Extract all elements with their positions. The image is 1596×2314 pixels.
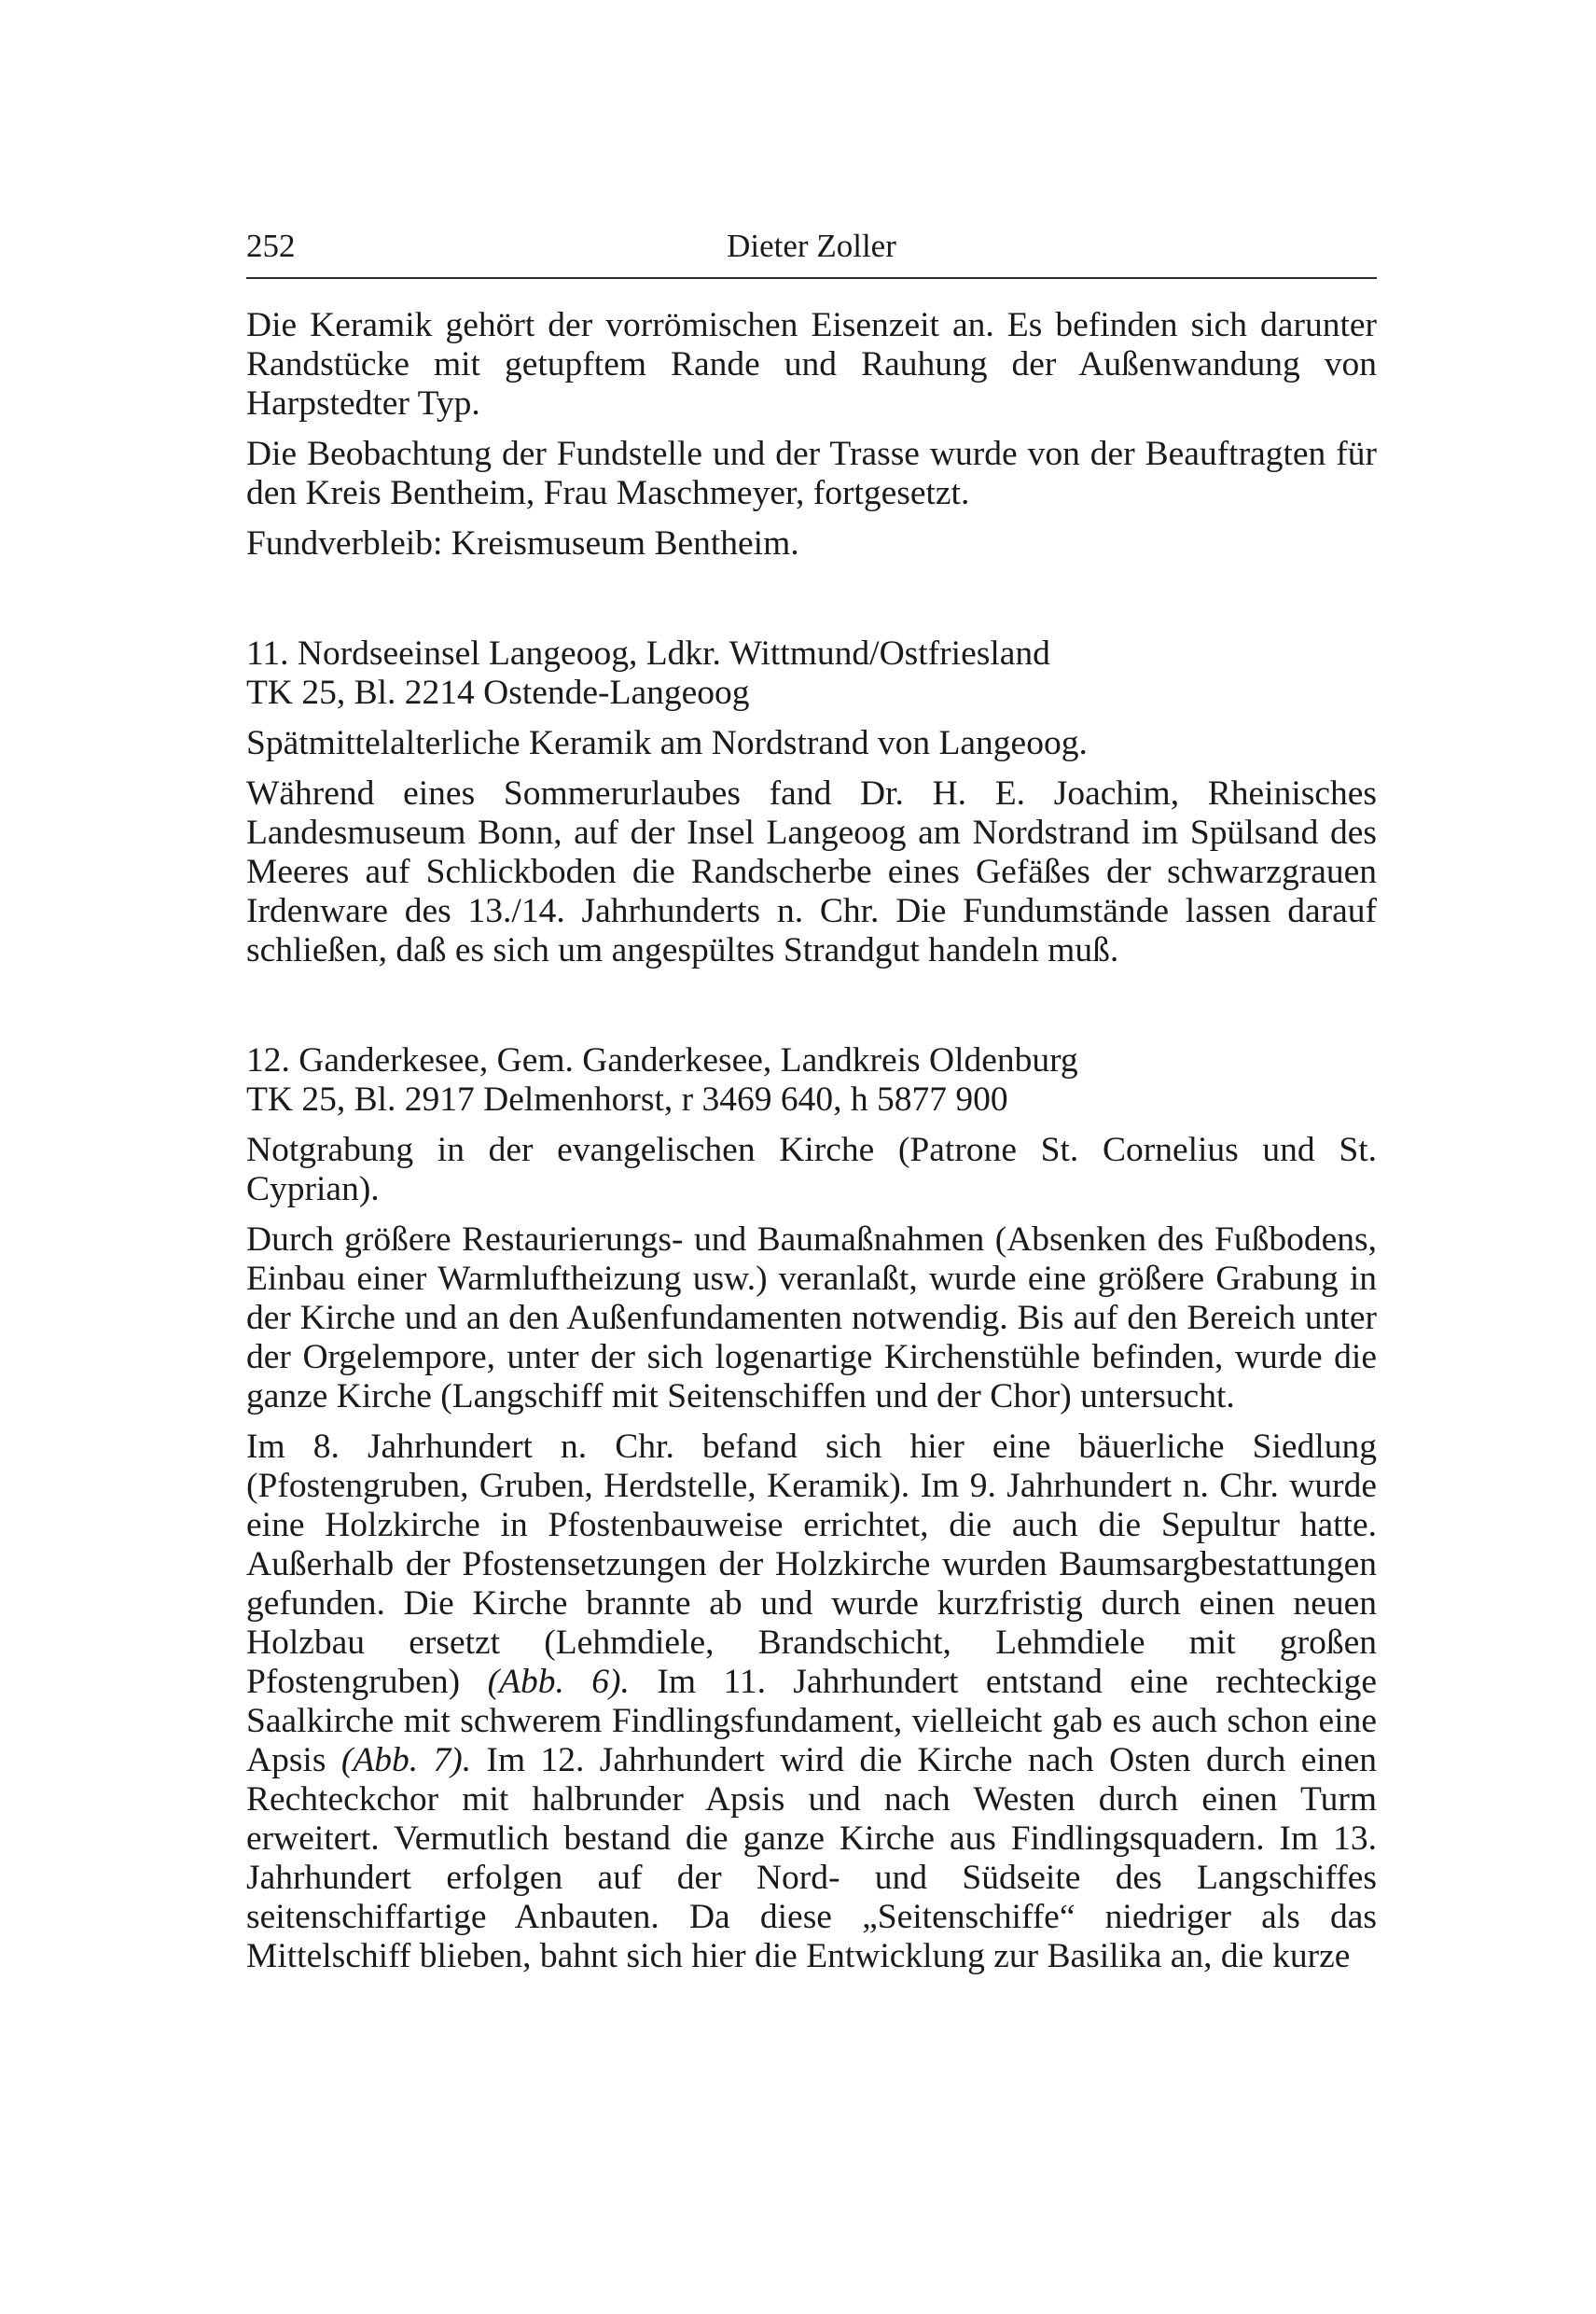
paragraph-keramik: Die Keramik gehört der vorrömischen Eisenzeit an. Es befinden sich darunter Randstücke mit getupftem Rande und Rauhung der Außenwandung von Harpstedter Typ. bbox=[246, 306, 1377, 423]
paragraph-beobachtung: Die Beobachtung der Fundstelle und der Trasse wurde von der Beauftragten für den Kreis Bentheim, Frau Maschmeyer, fortgesetzt. bbox=[246, 435, 1377, 512]
figure-reference-abb-6: (Abb. 6). bbox=[487, 1663, 630, 1701]
running-head bbox=[246, 220, 1377, 272]
section-12-text-baugeschichte bbox=[246, 1428, 1377, 1976]
section-12-subtitle: Notgrabung in der evangelischen Kirche (Patrone St. Cornelius und St. Cyprian). bbox=[246, 1131, 1377, 1208]
running-head-author: Dieter Zoller bbox=[727, 228, 896, 264]
baugeschichte-part-c: Im 12. Jahrhundert wird die Kirche nach Osten durch einen Rechteckchor mit halbrunder Apsis und nach Westen durch einen Turm erweitert. Vermutlich bestand die ganze Kirche aus Findlingsquadern. Im 13. Jahrhundert erfolgen auf der Nord- und Südseite des Langschiffes seitenschiffartige Anbauten. Da diese „Seitenschiffe“ niedriger als das Mittelschiff blieben, bahnt sich hier die Entwicklung zur Basilika an, die kurze bbox=[246, 1741, 1377, 1975]
baugeschichte-part-b: Im 11. Jahrhundert entstand eine rechteckige Saalkirche mit schwerem Findlingsfundament, vielleicht gab es auch schon eine Apsis bbox=[246, 1663, 1378, 1779]
page-body bbox=[246, 306, 1377, 1976]
section-11-title: 11. Nordseeinsel Langeoog, Ldkr. Wittmund/Ostfriesland bbox=[246, 634, 1050, 673]
paragraph-fundverbleib: Fundverbleib: Kreismuseum Bentheim. bbox=[246, 524, 799, 563]
figure-reference-abb-7: (Abb. 7). bbox=[340, 1741, 472, 1779]
section-11 bbox=[246, 634, 1377, 970]
section-12-text-restaurierung: Durch größere Restaurierungs- und Baumaßnahmen (Absenken des Fußbodens, Einbau einer Warmluftheizung usw.) veranlaßt, wurde eine größere Grabung in der Kirche und an den Außenfundamenten notwendig. Bis auf den Bereich unter der Orgelempore, unter der sich logenartige Kirchenstühle befinden, wurde die ganze Kirche (Langschiff mit Seitenschiffen und der Chor) untersucht. bbox=[246, 1220, 1377, 1415]
section-11-map-reference: TK 25, Bl. 2214 Ostende-Langeoog bbox=[246, 674, 750, 712]
page-number: 252 bbox=[246, 228, 296, 264]
section-12 bbox=[246, 1041, 1377, 1976]
section-11-subtitle: Spätmittelalterliche Keramik am Nordstrand von Langeoog. bbox=[246, 724, 1088, 762]
baugeschichte-part-a: Im 8. Jahrhundert n. Chr. befand sich hier eine bäuerliche Siedlung (Pfostengruben, Gruben, Herdstelle, Keramik). Im 9. Jahrhundert n. Chr. wurde eine Holzkirche in Pfostenbauweise errichtet, die auch die Sepultur hatte. Außerhalb der Pfostensetzungen der Holzkirche wurden Baumsargbestattungen gefunden. Die Kirche brannte ab und wurde kurzfristig durch einen neuen Holzbau ersetzt (Lehmdiele, Brandschicht, Lehmdiele mit großen Pfostengruben) bbox=[246, 1428, 1377, 1701]
section-12-map-reference: TK 25, Bl. 2917 Delmenhorst, r 3469 640, h 5877 900 bbox=[246, 1080, 1008, 1119]
header-rule bbox=[246, 277, 1377, 279]
section-12-title: 12. Ganderkesee, Gem. Ganderkesee, Landkreis Oldenburg bbox=[246, 1041, 1078, 1080]
section-11-text: Während eines Sommerurlaubes fand Dr. H. E. Joachim, Rheinisches Landesmuseum Bonn, auf der Insel Langeoog am Nordstrand im Spülsand des Meeres auf Schlickboden die Randscherbe eines Gefäßes der schwarzgrauen Irdenware des 13./14. Jahrhunderts n. Chr. Die Fundumstände lassen darauf schließen, daß es sich um angespültes Strandgut handeln muß. bbox=[246, 774, 1377, 969]
